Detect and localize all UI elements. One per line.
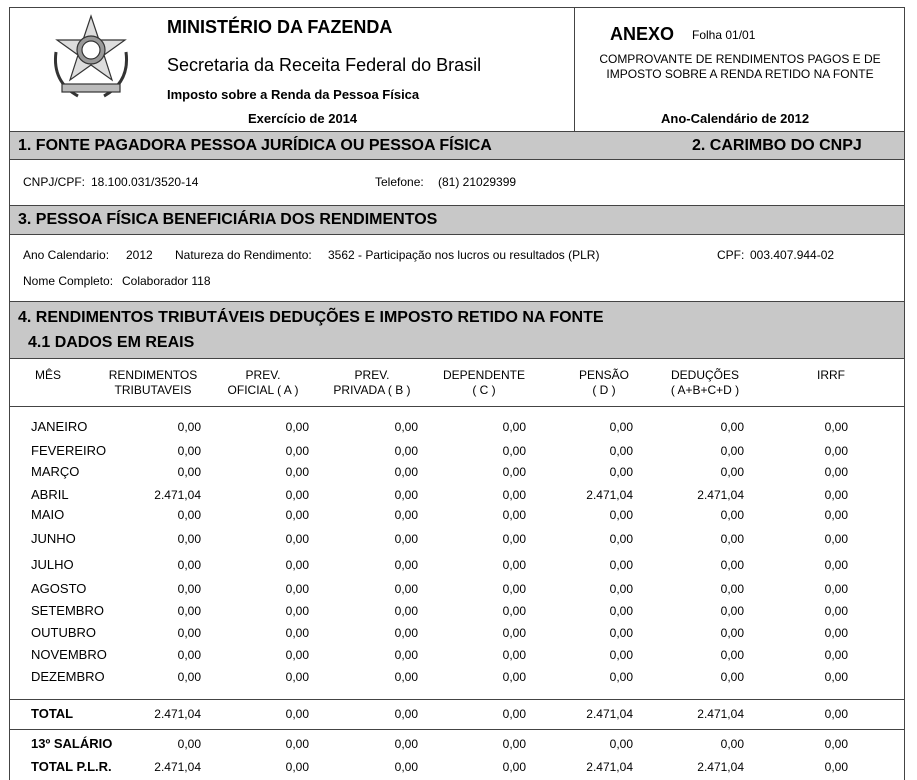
- table-cell: 0,00: [285, 444, 309, 458]
- table-cell: 0,00: [502, 532, 526, 546]
- divider: [9, 159, 905, 160]
- table-cell: 0,00: [720, 508, 744, 522]
- table-cell: 0,00: [609, 508, 633, 522]
- table-cell: 0,00: [285, 760, 309, 774]
- table-cell: 0,00: [720, 558, 744, 572]
- column-header-line1: PREV.: [354, 368, 390, 382]
- table-cell: 0,00: [394, 558, 418, 572]
- table-cell: 0,00: [394, 737, 418, 751]
- table-cell: 0,00: [502, 582, 526, 596]
- month-label: JULHO: [31, 557, 74, 572]
- table-cell: 0,00: [177, 508, 201, 522]
- total-label: TOTAL: [31, 706, 74, 721]
- table-cell: 0,00: [824, 648, 848, 662]
- nature-value: 3562 - Participação nos lucros ou resultados (PLR): [328, 248, 600, 262]
- table-cell: 0,00: [502, 737, 526, 751]
- column-header-line1: PENSÃO: [578, 368, 629, 382]
- section4-subtitle: 4.1 DADOS EM REAIS: [28, 334, 195, 351]
- table-cell: 0,00: [824, 604, 848, 618]
- cnpj-value: 18.100.031/3520-14: [91, 175, 199, 189]
- sheet-label: Folha 01/01: [692, 28, 756, 42]
- column-header-line2: PRIVADA ( B ): [333, 383, 411, 397]
- table-cell: 2.471,04: [697, 760, 744, 774]
- table-cell: 0,00: [285, 648, 309, 662]
- table-cell: 0,00: [177, 444, 201, 458]
- section3-title: 3. PESSOA FÍSICA BENEFICIÁRIA DOS RENDIMENTOS: [18, 211, 438, 228]
- table-cell: 0,00: [720, 604, 744, 618]
- table-cell: 0,00: [177, 648, 201, 662]
- table-cell: 0,00: [394, 532, 418, 546]
- table-cell: 0,00: [394, 670, 418, 684]
- month-label: AGOSTO: [31, 581, 87, 596]
- table-cell: 0,00: [609, 670, 633, 684]
- table-cell: 0,00: [285, 670, 309, 684]
- phone-label: Telefone:: [375, 175, 424, 189]
- table-cell: 0,00: [502, 558, 526, 572]
- coat-of-arms-icon: [48, 12, 134, 102]
- month-label: NOVEMBRO: [31, 647, 107, 662]
- table-cell: 2.471,04: [697, 707, 744, 721]
- table-cell: 0,00: [824, 670, 848, 684]
- receipt-title-line1: COMPROVANTE DE RENDIMENTOS PAGOS E DE: [599, 52, 881, 66]
- table-cell: 0,00: [502, 465, 526, 479]
- nature-label: Natureza do Rendimento:: [175, 248, 312, 262]
- table-cell: 0,00: [394, 760, 418, 774]
- table-cell: 0,00: [394, 648, 418, 662]
- table-cell: 0,00: [824, 420, 848, 434]
- table-cell: 0,00: [720, 532, 744, 546]
- cnpj-label: CNPJ/CPF:: [23, 175, 86, 189]
- table-cell: 0,00: [720, 626, 744, 640]
- table-cell: 0,00: [824, 444, 848, 458]
- table-cell: 0,00: [720, 420, 744, 434]
- name-value: Colaborador 118: [122, 274, 211, 288]
- divider: [9, 358, 905, 359]
- table-cell: 0,00: [824, 582, 848, 596]
- column-header-line1: DEPENDENTE: [442, 368, 525, 382]
- table-cell: 0,00: [609, 465, 633, 479]
- table-cell: 0,00: [720, 648, 744, 662]
- table-cell: 0,00: [394, 465, 418, 479]
- table-cell: 0,00: [285, 558, 309, 572]
- column-header-line1: DEDUÇÕES: [670, 368, 739, 382]
- section4-title: 4. RENDIMENTOS TRIBUTÁVEIS DEDUÇÕES E IMPOSTO RETIDO NA FONTE: [18, 309, 604, 326]
- thirteenth-label: 13º SALÁRIO: [31, 736, 113, 751]
- table-cell: 0,00: [609, 420, 633, 434]
- table-cell: 0,00: [502, 488, 526, 502]
- calendar-year-label: Ano-Calendário de 2012: [661, 111, 810, 126]
- table-cell: 0,00: [285, 604, 309, 618]
- divider: [9, 406, 905, 407]
- month-label: DEZEMBRO: [31, 669, 105, 684]
- table-cell: 0,00: [824, 707, 848, 721]
- month-label: ABRIL: [31, 487, 69, 502]
- column-header-line2: OFICIAL ( A ): [227, 383, 299, 397]
- table-cell: 0,00: [394, 420, 418, 434]
- table-cell: 0,00: [720, 737, 744, 751]
- table-cell: 0,00: [502, 508, 526, 522]
- section1-title: 1. FONTE PAGADORA PESSOA JURÍDICA OU PESSOA FÍSICA: [18, 137, 492, 154]
- table-cell: 0,00: [720, 670, 744, 684]
- table-cell: 0,00: [502, 444, 526, 458]
- table-cell: 0,00: [824, 508, 848, 522]
- table-cell: 0,00: [177, 582, 201, 596]
- table-cell: 0,00: [502, 420, 526, 434]
- month-label: MARÇO: [31, 464, 80, 479]
- name-label: Nome Completo:: [23, 274, 114, 288]
- table-cell: 0,00: [177, 737, 201, 751]
- table-cell: 2.471,04: [586, 760, 633, 774]
- table-cell: 0,00: [394, 508, 418, 522]
- table-cell: 0,00: [394, 604, 418, 618]
- table-cell: 2.471,04: [154, 707, 201, 721]
- column-header-line1: PREV.: [245, 368, 281, 382]
- table-cell: 0,00: [502, 626, 526, 640]
- table-cell: 2.471,04: [154, 488, 201, 502]
- table-cell: 0,00: [285, 465, 309, 479]
- table-cell: 0,00: [394, 707, 418, 721]
- year-label: Ano Calendario:: [23, 248, 110, 262]
- table-cell: 2.471,04: [154, 760, 201, 774]
- table-cell: 0,00: [824, 488, 848, 502]
- table-cell: 0,00: [609, 648, 633, 662]
- divider: [9, 729, 905, 730]
- month-label: FEVEREIRO: [31, 443, 107, 458]
- secretariat-title: Secretaria da Receita Federal do Brasil: [167, 55, 482, 75]
- table-cell: 0,00: [285, 532, 309, 546]
- table-cell: 0,00: [502, 707, 526, 721]
- table-cell: 0,00: [502, 670, 526, 684]
- month-label: OUTUBRO: [31, 625, 96, 640]
- column-header-line2: ( C ): [472, 383, 496, 397]
- column-header-line1: MÊS: [34, 368, 61, 382]
- table-cell: 0,00: [720, 465, 744, 479]
- table-cell: 0,00: [824, 532, 848, 546]
- table-cell: 2.471,04: [586, 707, 633, 721]
- table-cell: 0,00: [609, 737, 633, 751]
- table-cell: 2.471,04: [697, 488, 744, 502]
- table-cell: 0,00: [285, 582, 309, 596]
- table-cell: 0,00: [720, 444, 744, 458]
- table-cell: 0,00: [285, 707, 309, 721]
- column-header-line2: ( A+B+C+D ): [670, 383, 740, 397]
- table-cell: 0,00: [177, 558, 201, 572]
- phone-value: (81) 21029399: [438, 175, 517, 189]
- table-cell: 0,00: [394, 582, 418, 596]
- plr-label: TOTAL P.L.R.: [31, 759, 112, 774]
- column-header-line2: ( D ): [592, 383, 616, 397]
- table-cell: 0,00: [720, 582, 744, 596]
- table-cell: 2.471,04: [586, 488, 633, 502]
- table-cell: 0,00: [609, 626, 633, 640]
- table-cell: 0,00: [824, 558, 848, 572]
- table-cell: 0,00: [394, 626, 418, 640]
- table-cell: 0,00: [824, 465, 848, 479]
- column-header-line1: RENDIMENTOS: [108, 368, 198, 382]
- table-cell: 0,00: [824, 626, 848, 640]
- table-cell: 0,00: [177, 626, 201, 640]
- ministry-title: MINISTÉRIO DA FAZENDA: [167, 17, 393, 37]
- table-cell: 0,00: [177, 604, 201, 618]
- table-cell: 0,00: [177, 532, 201, 546]
- table-cell: 0,00: [824, 737, 848, 751]
- cpf-value: 003.407.944-02: [750, 248, 835, 262]
- table-cell: 0,00: [285, 420, 309, 434]
- column-header-line2: TRIBUTAVEIS: [114, 383, 192, 397]
- table-cell: 0,00: [285, 737, 309, 751]
- table-cell: 0,00: [609, 604, 633, 618]
- table-cell: 0,00: [394, 488, 418, 502]
- table-cell: 0,00: [609, 582, 633, 596]
- table-cell: 0,00: [824, 760, 848, 774]
- table-cell: 0,00: [502, 760, 526, 774]
- receipt-title-line2: IMPOSTO SOBRE A RENDA RETIDO NA FONTE: [606, 67, 874, 81]
- table-cell: 0,00: [609, 444, 633, 458]
- table-cell: 0,00: [285, 626, 309, 640]
- stamp-title: 2. CARIMBO DO CNPJ: [692, 137, 862, 154]
- month-label: JUNHO: [31, 531, 76, 546]
- table-cell: 0,00: [609, 558, 633, 572]
- table-cell: 0,00: [285, 508, 309, 522]
- table-cell: 0,00: [502, 648, 526, 662]
- table-cell: 0,00: [609, 532, 633, 546]
- month-label: JANEIRO: [31, 419, 88, 434]
- exercise-label: Exercício de 2014: [248, 111, 358, 126]
- table-cell: 0,00: [285, 488, 309, 502]
- table-cell: 0,00: [177, 670, 201, 684]
- table-cell: 0,00: [394, 444, 418, 458]
- year-value: 2012: [126, 248, 153, 262]
- column-header-line1: IRRF: [817, 368, 845, 382]
- month-label: SETEMBRO: [31, 603, 104, 618]
- cpf-label: CPF:: [717, 248, 745, 262]
- month-label: MAIO: [31, 507, 65, 522]
- table-cell: 0,00: [502, 604, 526, 618]
- tax-title: Imposto sobre a Renda da Pessoa Física: [167, 87, 420, 102]
- table-cell: 0,00: [177, 420, 201, 434]
- annex-title: ANEXO: [610, 24, 675, 44]
- divider: [9, 234, 905, 235]
- table-cell: 0,00: [177, 465, 201, 479]
- divider: [9, 699, 905, 700]
